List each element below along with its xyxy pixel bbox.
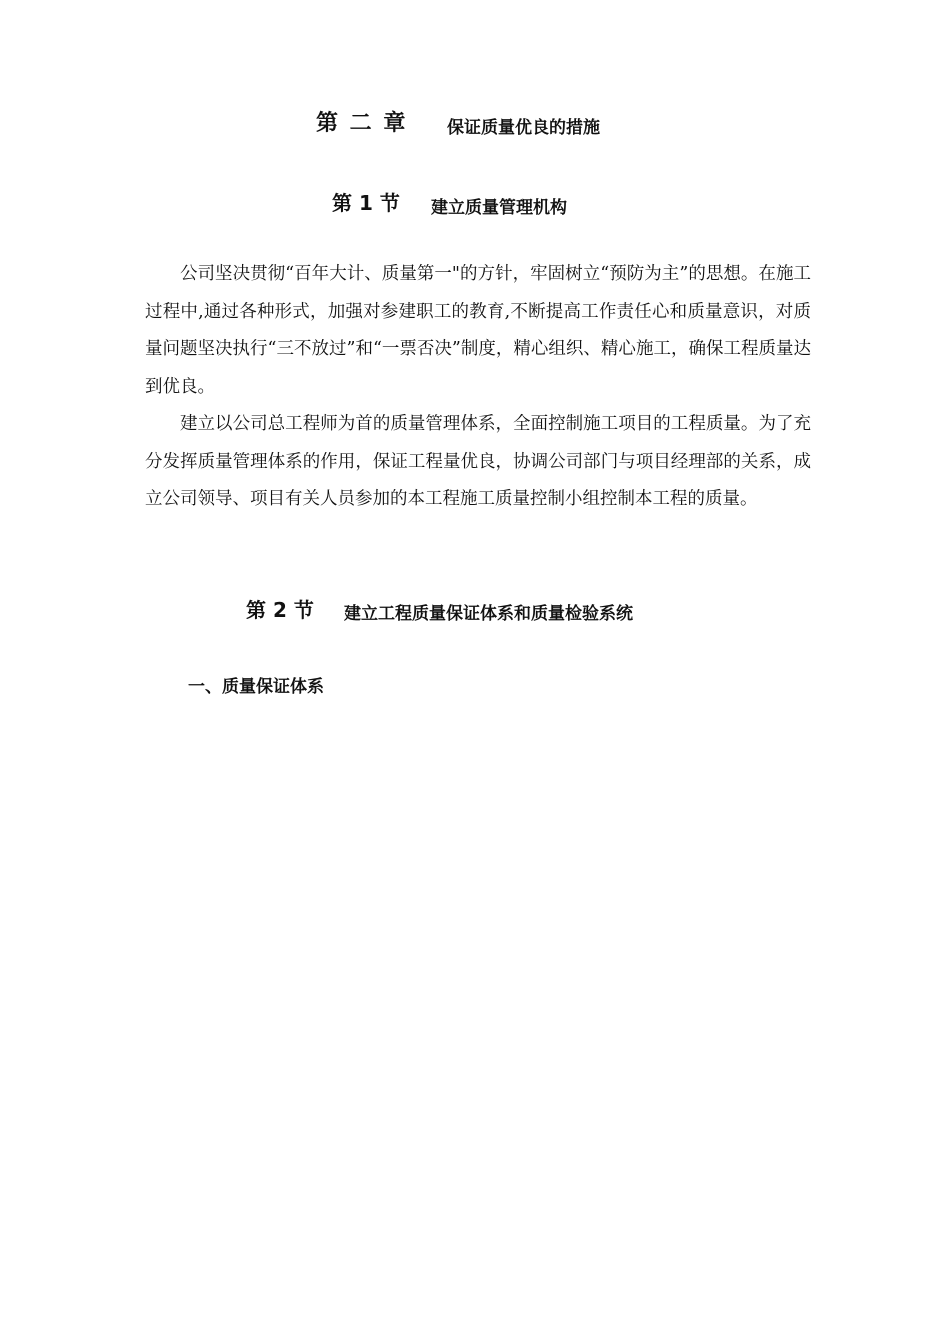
section-1-label: 第 1 节 (332, 191, 400, 215)
section-1-title: 建立质量管理机构 (431, 198, 567, 218)
section-2-title: 建立工程质量保证体系和质量检验系统 (344, 604, 633, 624)
chapter-label: 第 二 章 (316, 111, 408, 136)
section-1-paragraph-2: 建立以公司总工程师为首的质量管理体系，全面控制施工项目的工程质量。为了充分发挥质量管理体系的作用，保证工程量优良，协调公司部门与项目经理部的关系，成立公司领导、项目有关人员参加的本工程施工质量控制小组控制本工程的质量。 (145, 414, 811, 509)
chapter-title: 保证质量优良的措施 (447, 118, 600, 138)
section-1-paragraph-1: 公司坚决贯彻“百年大计、质量第一"的方针，牢固树立“预防为主”的思想。在施工过程中,通过各种形式，加强对参建职工的教育,不断提高工作责任心和质量意识，对质量问题坚决执行“三不放过”和“一票否决”制度，精心组织、精心施工，确保工程质量达到优良。 (145, 264, 811, 397)
section-2-label: 第 2 节 (246, 598, 314, 622)
subsection-heading: 一、质量保证体系 (188, 677, 324, 697)
